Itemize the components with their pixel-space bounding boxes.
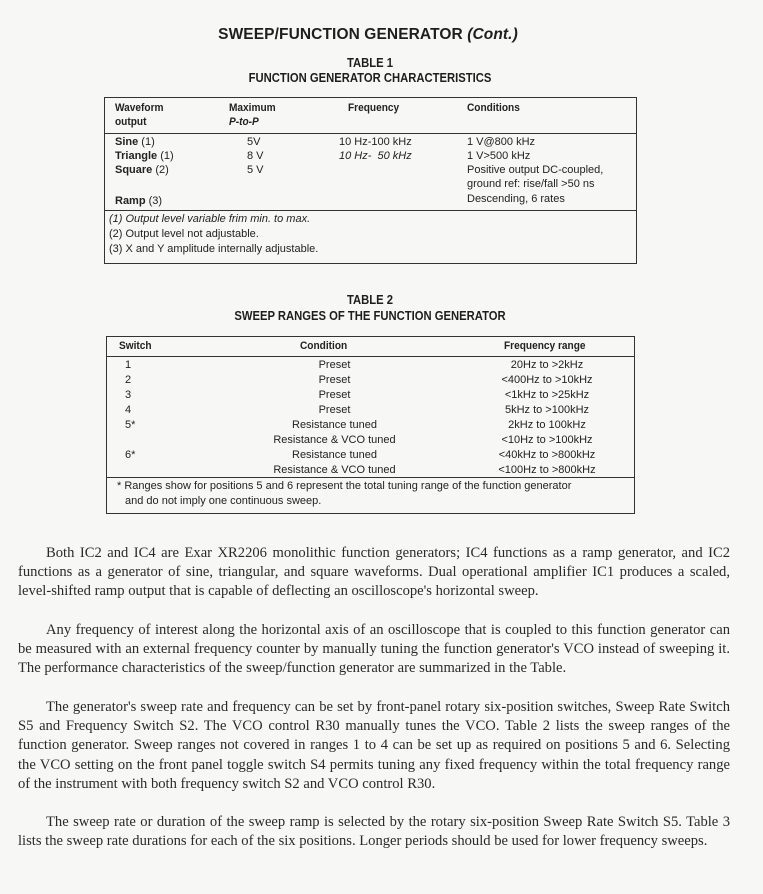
body-paragraph: The sweep rate or duration of the sweep ramp is selected by the rotary six-position Sweep Rate Switch S5. Table 3 lists the sweep rate durations for each of the six positions. Longer periods should be used for lower frequency sweeps. xyxy=(18,814,730,850)
table2-row-switch: 2 xyxy=(125,374,132,386)
table2-row-switch: 6* xyxy=(125,449,136,461)
table1-row-frequency: 10 Hz- 50 kHz xyxy=(339,150,412,162)
table2-row-condition: Preset xyxy=(318,374,351,386)
page-title xyxy=(0,26,736,44)
table1-row-max: 5V xyxy=(247,136,261,148)
table2-row-switch: 4 xyxy=(125,404,132,416)
table1-footnote: (1) Output level variable frim min. to max. xyxy=(109,213,311,225)
table2-row-range: 20Hz to >2kHz xyxy=(510,359,584,371)
table1-footnote: (2) Output level not adjustable. xyxy=(109,228,259,240)
table1-footnote: (3) X and Y amplitude internally adjustable. xyxy=(109,243,319,255)
table2-header-condition: Condition xyxy=(300,340,348,352)
table1-footnote-divider xyxy=(105,210,636,211)
table1-header-frequency: Frequency xyxy=(348,102,400,114)
table1-row-waveform: Square (2) xyxy=(115,164,169,176)
table2-label: TABLE 2 xyxy=(346,293,394,307)
page-title-cont: (Cont.) xyxy=(467,26,518,43)
table2-header-switch: Switch xyxy=(119,340,152,352)
table2-row-condition: Resistance tuned xyxy=(292,449,377,461)
table1-row-conditions: 1 V@800 kHz xyxy=(467,136,536,148)
table1-row-frequency: 10 Hz-100 kHz xyxy=(339,136,412,148)
table1-header-maximum: Maximum P-to-P xyxy=(229,102,276,129)
body-paragraph: Any frequency of interest along the horizontal axis of an oscilloscope that is coupled to this function generator can be measured with an external frequency counter by manually tuning the function generator's VCO instead of sweeping it. The performance characteristics of the sweep/function generator are summarized in the Table. xyxy=(18,622,730,677)
table2-row-condition: Resistance & VCO tuned xyxy=(273,464,396,476)
table1-row-max: 8 V xyxy=(247,150,264,162)
table1 xyxy=(104,97,637,264)
table2-footnote: and do not imply one continuous sweep. xyxy=(125,495,322,507)
table2-footnote: * Ranges show for positions 5 and 6 represent the total tuning range of the function generator xyxy=(117,480,572,492)
table2-row-condition: Resistance tuned xyxy=(292,419,377,431)
body-paragraph: Both IC2 and IC4 are Exar XR2206 monolithic function generators; IC4 functions as a ramp generator, and IC2 functions as a generator of sine, triangular, and square waveforms. Dual operational amplifier IC1 produces a scaled, level-shifted ramp output that is capable of deflecting an oscilloscope's horizontal sweep. xyxy=(18,545,730,600)
page-title-main: SWEEP/FUNCTION GENERATOR xyxy=(218,26,463,43)
table2-caption: SWEEP RANGES OF THE FUNCTION GENERATOR xyxy=(234,309,506,323)
table2-row-range: 2kHz to 100kHz xyxy=(508,419,586,431)
table1-row-max: 5 V xyxy=(247,164,264,176)
table2-row-switch: 1 xyxy=(125,359,132,371)
table2-header-frequency-range: Frequency range xyxy=(504,340,586,352)
table2-row-range: 5kHz to >100kHz xyxy=(504,404,590,416)
table1-header-waveform: Waveform output xyxy=(115,102,164,129)
table1-label: TABLE 1 xyxy=(346,56,394,70)
body-paragraph: The generator's sweep rate and frequency can be set by front-panel rotary six-position switches, Sweep Rate Switch S5 and Frequency Switch S2. The VCO control R30 manually tunes the VCO. Table 2 lists the sweep ranges of the function generator. Sweep ranges not covered in ranges 1 to 4 can be set up as required on positions 5 and 6. Selecting the VCO setting on the front panel toggle switch S4 permits tuning any fixed frequency within the total frequency range of the instrument with both frequency switch S2 and VCO control R30. xyxy=(18,699,730,792)
table2-row-condition: Preset xyxy=(318,359,351,371)
table2-footnote-divider xyxy=(107,477,634,478)
table2-header-divider xyxy=(107,356,634,357)
table1-caption: FUNCTION GENERATOR CHARACTERISTICS xyxy=(248,71,492,85)
table2-row-range: <100Hz to >800kHz xyxy=(498,464,596,476)
table2-row-condition: Resistance & VCO tuned xyxy=(273,434,396,446)
table1-row-waveform: Sine (1) xyxy=(115,136,155,148)
table2-row-range: <40kHz to >800kHz xyxy=(498,449,596,461)
table1-row-waveform: Triangle (1) xyxy=(115,150,174,162)
table2-row-switch: 3 xyxy=(125,389,132,401)
table1-row-conditions: Positive output DC-coupled, ground ref: rise/fall >50 ns xyxy=(467,164,604,191)
table2-row-condition: Preset xyxy=(318,389,351,401)
table2-row-range: <10Hz to >100kHz xyxy=(501,434,593,446)
table2-row-switch: 5* xyxy=(125,419,136,431)
table2-row-range: <400Hz to >10kHz xyxy=(501,374,593,386)
table1-row-waveform: Ramp (3) xyxy=(115,195,163,207)
table1-row-conditions: Descending, 6 rates xyxy=(467,193,565,205)
table1-header-conditions: Conditions xyxy=(467,102,520,114)
table2 xyxy=(106,336,635,514)
table1-row-conditions: 1 V>500 kHz xyxy=(467,150,531,162)
table2-row-condition: Preset xyxy=(318,404,351,416)
table1-header-divider xyxy=(105,133,636,134)
table2-row-range: <1kHz to >25kHz xyxy=(504,389,590,401)
